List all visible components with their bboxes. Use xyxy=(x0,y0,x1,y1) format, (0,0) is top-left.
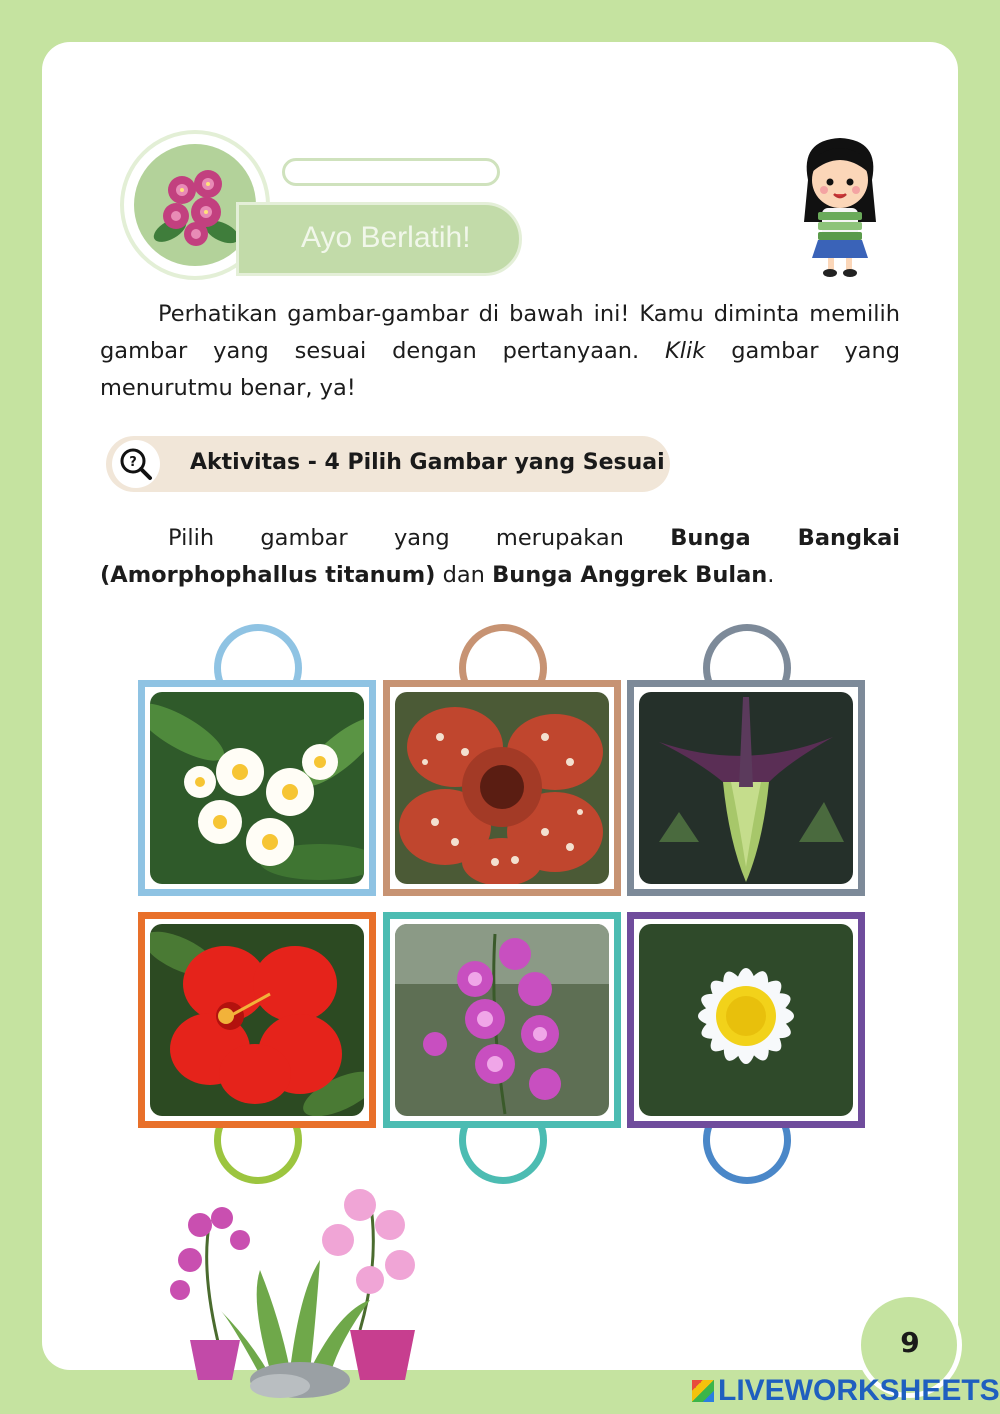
orchid-icon xyxy=(150,160,242,252)
instruction-text: Perhatikan gambar-gambar di bawah ini! Kamu diminta memilih gambar yang sesuai dengan pertanyaan. xyxy=(100,301,900,364)
option-hibiscus[interactable] xyxy=(138,912,376,1128)
svg-text:?: ? xyxy=(129,455,137,470)
brand-logo-icon xyxy=(692,1380,714,1402)
question-text-end: . xyxy=(767,562,775,588)
rafflesia-image[interactable] xyxy=(395,692,609,884)
amorphophallus-image[interactable] xyxy=(639,692,853,884)
page-number: 9 xyxy=(900,1326,920,1359)
option-daisy[interactable] xyxy=(627,912,865,1128)
question-paragraph xyxy=(100,520,900,594)
activity-banner xyxy=(106,436,670,492)
hibiscus-image[interactable] xyxy=(150,924,364,1116)
section-title: Ayo Berlatih! xyxy=(301,221,471,254)
brand-text: LIVEWORKSHEETS xyxy=(718,1374,1000,1407)
question-anggrek-bulan: Bunga Anggrek Bulan xyxy=(492,562,768,588)
potted-orchids-illustration xyxy=(160,1180,450,1400)
option-amorphophallus[interactable] xyxy=(627,680,865,896)
frangipani-image[interactable] xyxy=(150,692,364,884)
question-bunga-bangkai: Bunga Bangkai (Amorphophallus titanum) xyxy=(100,525,900,588)
section-title-banner xyxy=(236,202,522,276)
option-orchid[interactable] xyxy=(383,912,621,1128)
instruction-text-end: gambar yang menurutmu benar, ya! xyxy=(100,338,900,401)
question-text: Pilih gambar yang merupakan xyxy=(168,525,671,551)
instruction-paragraph xyxy=(100,296,900,407)
activity-label: Aktivitas - 4 Pilih Gambar yang Sesuai xyxy=(190,450,665,475)
option-rafflesia[interactable] xyxy=(383,680,621,896)
question-text-dan: dan xyxy=(435,562,493,588)
magnifier-question-icon xyxy=(112,440,160,488)
orchid-image[interactable] xyxy=(395,924,609,1116)
header-decoration-bar xyxy=(282,158,500,186)
instruction-klik: Klik xyxy=(665,338,706,364)
daisy-image[interactable] xyxy=(639,924,853,1116)
girl-illustration xyxy=(790,130,890,280)
brand-logo xyxy=(692,1374,1000,1408)
option-frangipani[interactable] xyxy=(138,680,376,896)
